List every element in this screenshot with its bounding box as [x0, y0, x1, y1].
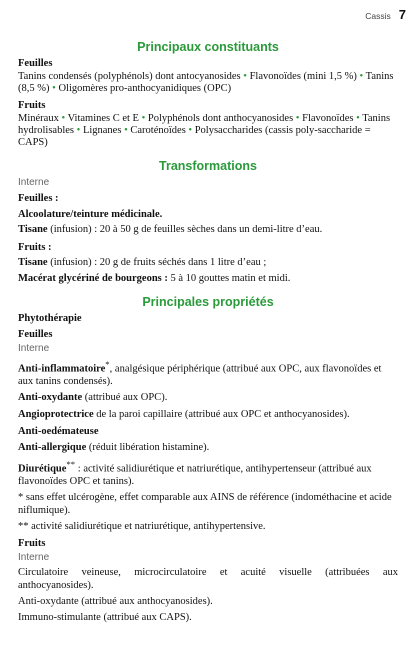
- tisane-fruits-line: [18, 257, 398, 269]
- macerat-line: [18, 273, 398, 285]
- bullet-dot: •: [76, 124, 81, 136]
- property-label: Diurétique: [18, 463, 67, 475]
- property-text: (attribué aux OPC).: [82, 392, 168, 404]
- constituant-item: Flavonoïdes (mini 1,5 %): [249, 71, 357, 82]
- bullet-dot: •: [52, 83, 56, 95]
- macerat-label: Macérat glycériné de bourgeons :: [18, 273, 168, 285]
- anti-oedemateuse-line: Anti-oedémateuse: [18, 426, 99, 438]
- constituants-feuilles-list: [18, 71, 398, 96]
- angioprotectrice-line: [18, 409, 398, 421]
- anti-inflammatoire-line: [18, 358, 398, 388]
- constituant-item: Tanins hydrolisables: [18, 112, 391, 136]
- property-label: Angioprotectrice: [18, 408, 94, 420]
- constituants-fruits-list: [18, 113, 398, 150]
- constituant-item: Minéraux: [18, 112, 59, 124]
- anti-oxydante-fruits-line: Anti-oxydante (attribué aux anthocyanosides).: [18, 595, 213, 607]
- diuretique-line: [18, 458, 398, 488]
- page-content: [18, 40, 398, 625]
- property-label: Anti-inflammatoire: [18, 363, 106, 375]
- tisane-text: (infusion) : 20 à 50 g de feuilles sèches dans un demi-litre d’eau.: [47, 224, 323, 236]
- page-number: 7: [398, 7, 406, 22]
- alcoolature-line: Alcoolature/teinture médicinale.: [18, 209, 163, 221]
- bullet-dot: •: [295, 112, 300, 124]
- bullet-dot: •: [188, 124, 193, 136]
- property-text: de la paroi capillaire (attribué aux OPC et anthocyanosides).: [93, 408, 350, 420]
- tisane-feuilles-line: [18, 224, 398, 236]
- constituant-item: Oligomères pro-anthocyanidiques (OPC): [58, 83, 232, 95]
- bullet-dot: •: [141, 112, 146, 124]
- property-text: : activité salidiurétique et natriurétique, antihypertenseur (attribué aux flavonoïdes OPC et tanins).: [18, 463, 372, 488]
- constituant-item: Polysaccharides (cassis poly-saccharide = CAPS): [18, 124, 371, 149]
- constituant-item: Vitamines C et E: [67, 112, 139, 124]
- transformations-fruits-heading: Fruits :: [18, 241, 52, 253]
- property-label: Anti-oxydante: [18, 392, 83, 404]
- transformations-interne: Interne: [18, 177, 50, 189]
- constituant-item: Tanins condensés (polyphénols) dont antocyanosides: [18, 71, 241, 82]
- constituant-item: Caroténoïdes: [130, 124, 186, 136]
- tisane-text: (infusion) : 20 g de fruits séchés dans 1 litre d’eau ;: [47, 256, 267, 268]
- anti-allergique-line: [18, 442, 398, 454]
- bullet-dot: •: [61, 112, 66, 124]
- constituants-fruits-heading: Fruits: [18, 99, 46, 111]
- circulatoire-line: Circulatoire veineuse, microcirculatoire et acuité visuelle (attribuées aux anthocyanosides).: [18, 567, 398, 591]
- constituant-item: Tanins (8,5 %): [18, 71, 394, 95]
- bullet-dot: •: [359, 71, 364, 82]
- bullet-dot: •: [356, 112, 360, 124]
- macerat-text: 5 à 10 gouttes matin et midi.: [167, 273, 291, 285]
- section-title-constituants: Principaux constituants: [137, 40, 279, 54]
- footnote-marker: *: [105, 359, 110, 370]
- proprietes-fruits-heading: Fruits: [18, 538, 46, 550]
- footnote-2: ** activité salidiurétique et natriurétique, antihypertensive.: [18, 521, 266, 533]
- constituants-feuilles-heading: Feuilles: [18, 58, 53, 69]
- property-text: (réduit libération histamine).: [86, 442, 210, 454]
- immuno-stimulante-line: Immuno-stimulante (attribué aux CAPS).: [18, 612, 192, 624]
- footnote-1: * sans effet ulcérogène, effet comparable aux AINS de référence (indométhacine et acide niflumique).: [18, 492, 392, 516]
- transformations-feuilles-heading: Feuilles :: [18, 193, 59, 205]
- anti-oxydante-line: [18, 392, 398, 404]
- running-header: [365, 7, 406, 21]
- phytotherapie-heading: Phytothérapie: [18, 313, 82, 325]
- section-title-proprietes: Principales propriétés: [142, 295, 274, 310]
- footnote-marker: **: [66, 459, 76, 470]
- tisane-label: Tisane: [18, 224, 48, 236]
- section-title-transformations: Transformations: [159, 159, 257, 174]
- tisane-label: Tisane: [18, 256, 48, 268]
- constituant-item: Flavonoïdes: [302, 112, 354, 124]
- property-text: , analgésique périphérique (attribué aux OPC, aux flavonoïdes et aux tanins condensés).: [18, 363, 382, 388]
- constituant-item: Lignanes: [82, 124, 122, 136]
- property-label: Anti-allergique: [18, 442, 87, 454]
- running-title: Cassis: [365, 11, 391, 21]
- constituant-item: Polyphénols dont anthocyanosides: [147, 112, 294, 124]
- proprietes-interne: Interne: [18, 343, 50, 355]
- bullet-dot: •: [124, 124, 128, 136]
- bullet-dot: •: [243, 71, 247, 82]
- proprietes-feuilles-heading: Feuilles: [18, 329, 53, 341]
- proprietes-interne-2: Interne: [18, 552, 50, 564]
